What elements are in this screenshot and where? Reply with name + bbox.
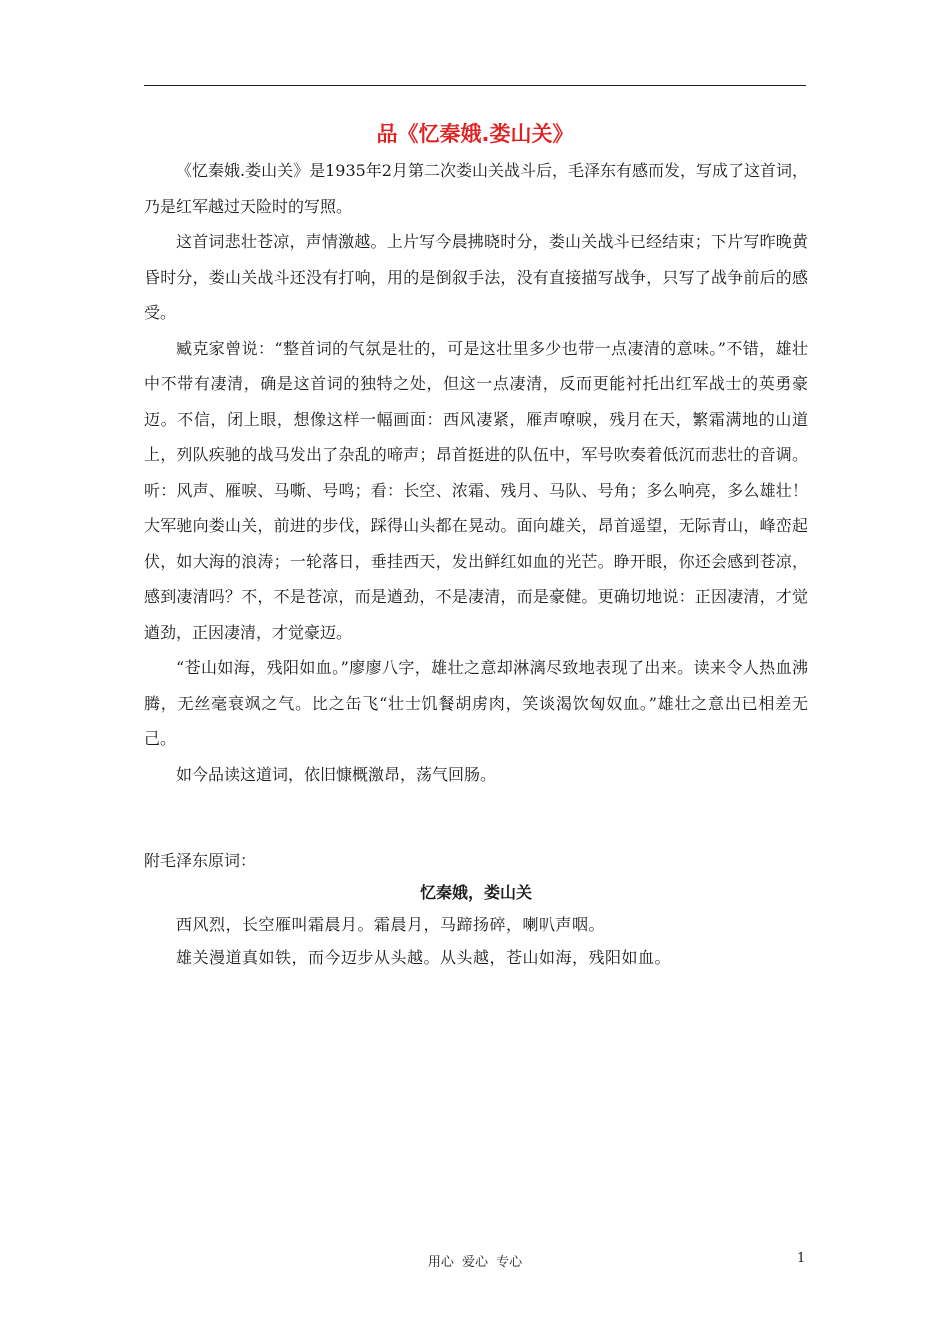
paragraph: 臧克家曾说：“整首词的气氛是壮的，可是这壮里多少也带一点凄清的意味。”不错，雄壮中不带有凄清，确是这首词的独特之处，但这一点凄清，反而更能衬托出红军战士的英勇豪迈。不信，闭上眼，想像这样一幅画面：西风凄紧，雁声嘹唳，残月在天，繁霜满地的山道上，列队疾驰的战马发出了杂乱的啼声；昂首挺进的队伍中，军号吹奏着低沉而悲壮的音调。听：风声、雁唳、马嘶、号鸣；看：长空、浓霜、残月、马队、号角；多么响亮，多么雄壮！大军驰向娄山关，前进的步伐，踩得山头都在晃动。面向雄关，昂首遥望，无际青山，峰峦起伏，如大海的浪涛；一轮落日，垂挂西天，发出鲜红如血的光芒。睁开眼，你还会感到苍凉，感到凄清吗？不，不是苍凉，而是遒劲，不是凄清，而是豪健。更确切地说：正因凄清，才觉遒劲，正因凄清，才觉豪迈。 bbox=[144, 338, 808, 642]
poem-line: 雄关漫道真如铁，而今迈步从头越。从头越，苍山如海，残阳如血。 bbox=[176, 948, 672, 967]
paragraph: 如今品读这道词，依旧慷概激昂，荡气回肠。 bbox=[176, 764, 497, 784]
header-rule bbox=[144, 85, 806, 86]
appendix-label: 附毛泽东原词： bbox=[144, 851, 257, 870]
poem-line: 西风烈，长空雁叫霜晨月。霜晨月，马蹄扬碎，喇叭声咽。 bbox=[176, 915, 606, 934]
paragraph: “苍山如海，残阳如血。”廖廖八字，雄壮之意却淋漓尽致地表现了出来。读来令人热血沸腾，无丝毫衰飒之气。比之缶飞“壮士饥餐胡虏肉，笑谈渴饮匈奴血。”雄壮之意出已相差无己。 bbox=[144, 658, 808, 748]
paragraph: 《忆秦娥.娄山关》是1935年2月第二次娄山关战斗后，毛泽东有感而发，写成了这首词，乃是红军越过天险时的写照。 bbox=[144, 161, 808, 216]
poem-title: 忆秦娥，娄山关 bbox=[419, 883, 532, 902]
page-number: 1 bbox=[797, 1251, 806, 1266]
footer-text: 用心 爱心 专心 bbox=[427, 1255, 523, 1270]
document-title: 品《忆秦娥.娄山关》 bbox=[376, 122, 574, 146]
paragraph: 这首词悲壮苍凉，声情激越。上片写今晨拂晓时分，娄山关战斗已经结束；下片写昨晚黄昏时分，娄山关战斗还没有打响，用的是倒叙手法，没有直接描写战争，只写了战争前后的感受。 bbox=[144, 232, 808, 322]
document-body bbox=[144, 153, 808, 792]
